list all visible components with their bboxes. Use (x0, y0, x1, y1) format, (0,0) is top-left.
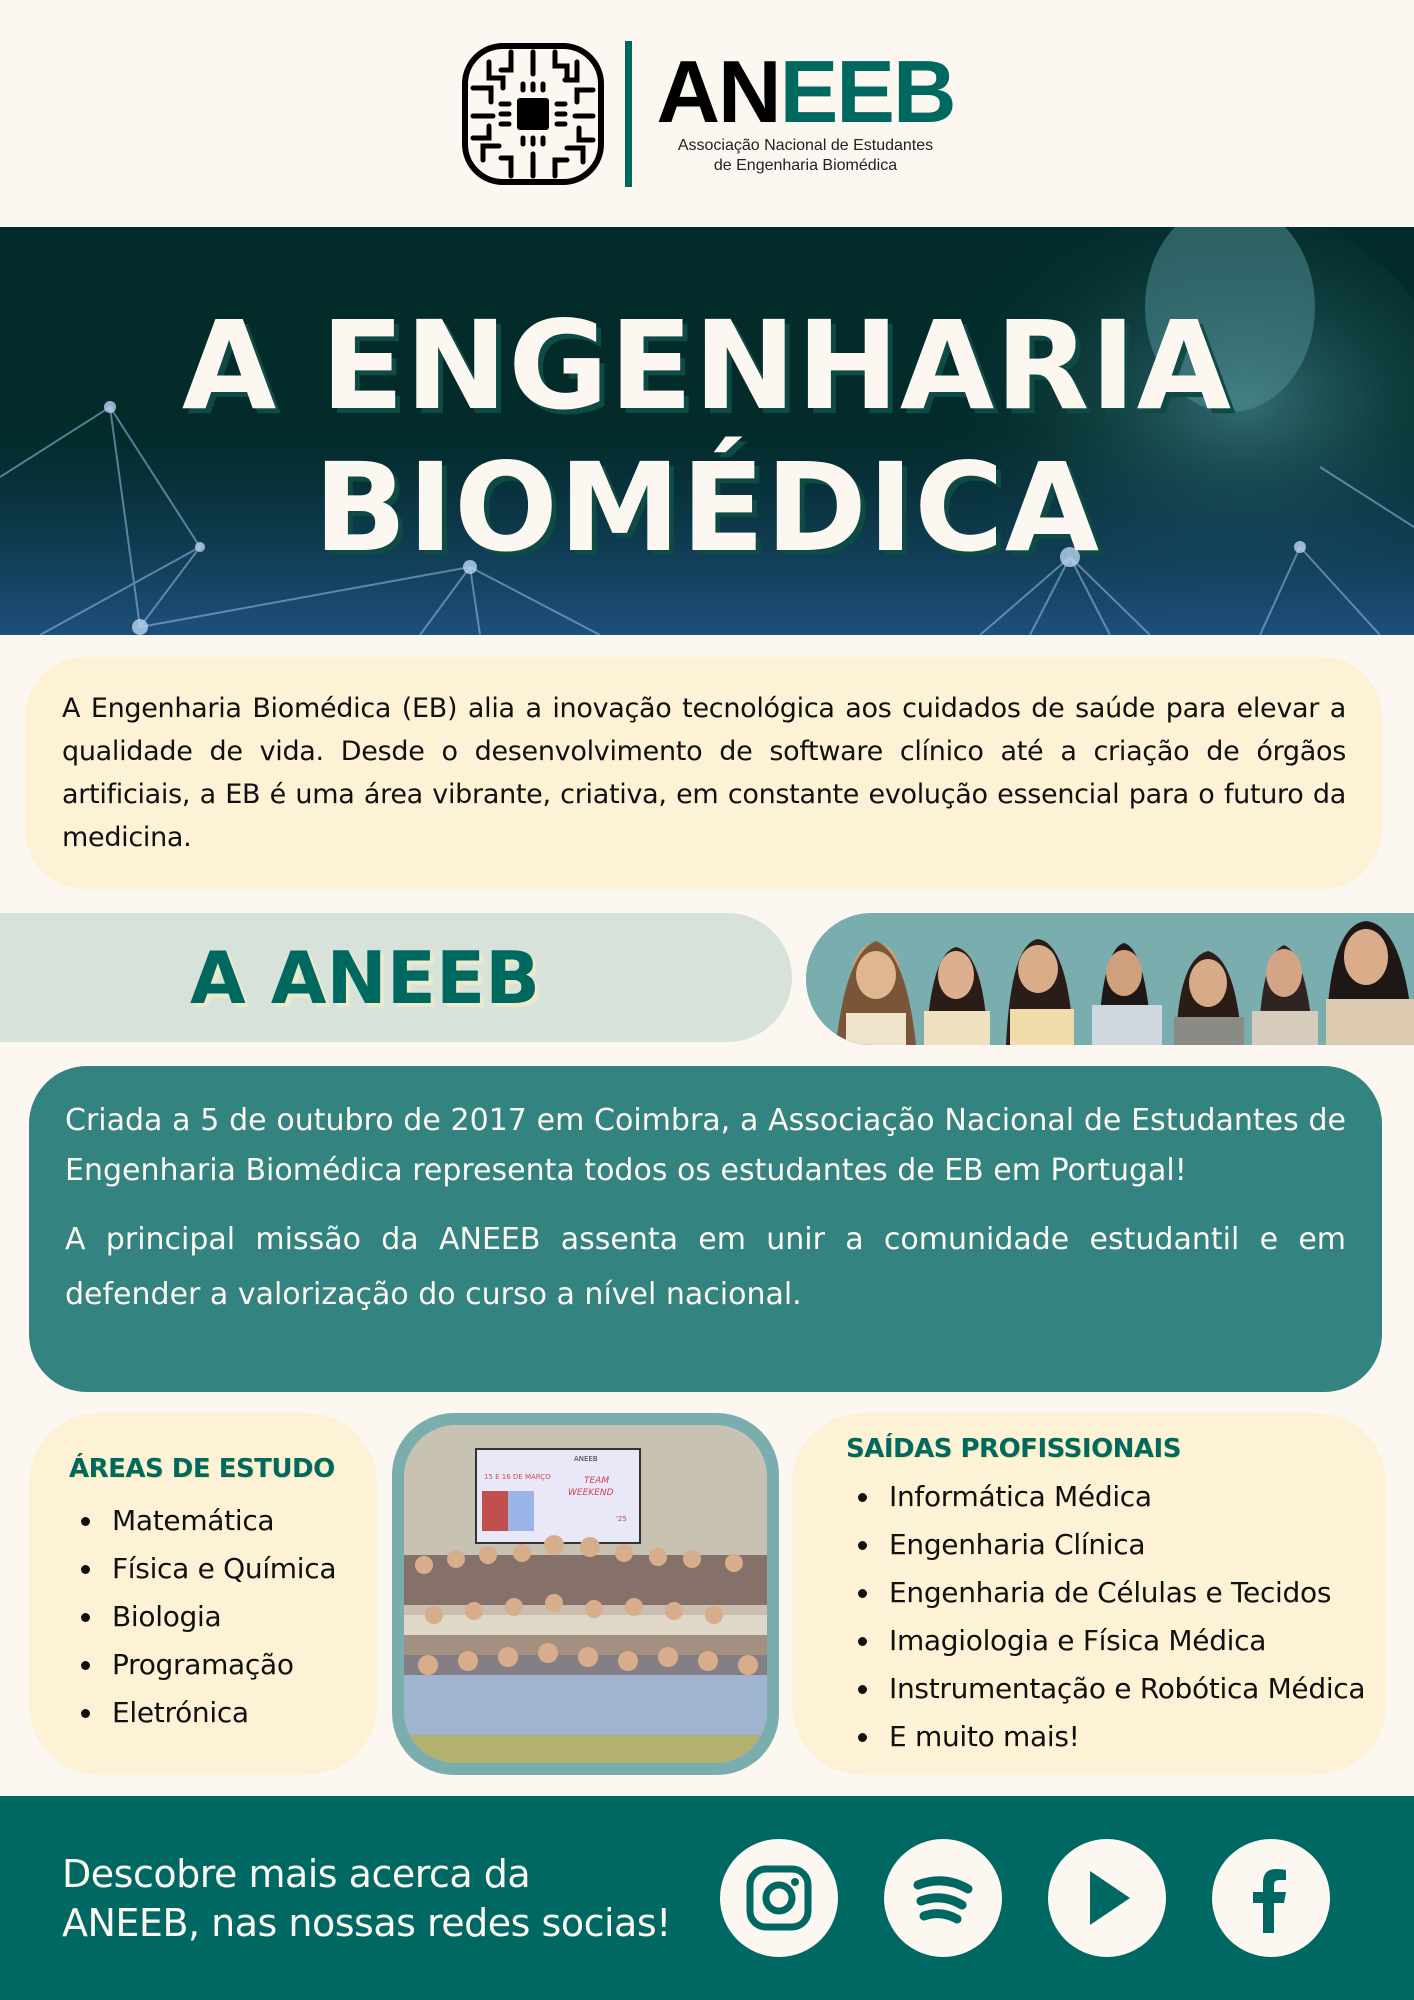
bullet-icon (858, 1541, 867, 1550)
logo-subtitle: Associação Nacional de Estudantes de Engenharia Biomédica (677, 136, 934, 174)
instagram-icon (744, 1863, 814, 1933)
list-item: Biologia (69, 1593, 377, 1641)
circuit-brain-icon (459, 40, 607, 188)
list-item: Engenharia de Células e Tecidos (846, 1569, 1386, 1617)
list-item: Física e Química (69, 1545, 377, 1593)
logo-divider (625, 41, 632, 187)
svg-text:TEAM: TEAM (584, 1476, 610, 1486)
aneeb-title: A ANEEB (190, 936, 541, 1020)
list-item: Programação (69, 1641, 377, 1689)
bullet-icon (858, 1637, 867, 1646)
bullet-icon (858, 1589, 867, 1598)
logo-title: ANEEB (656, 41, 955, 141)
instagram-button[interactable] (720, 1839, 838, 1957)
event-photo-frame (392, 1413, 779, 1775)
spotify-icon (908, 1863, 978, 1933)
study-areas-list (69, 1497, 377, 1737)
list-item: Informática Médica (846, 1473, 1386, 1521)
study-areas-card (29, 1413, 377, 1775)
social-links (720, 1839, 1330, 1957)
bullet-icon (858, 1493, 867, 1502)
bullet-icon (858, 1733, 867, 1742)
footer (0, 1796, 1414, 2000)
play-icon (1072, 1863, 1142, 1933)
intro-card (25, 657, 1382, 889)
svg-text:WEEKEND: WEEKEND (568, 1488, 614, 1498)
team-weekend-group-photo (404, 1425, 767, 1763)
career-paths-card (792, 1413, 1386, 1775)
list-item: Matemática (69, 1497, 377, 1545)
list-item: Engenharia Clínica (846, 1521, 1386, 1569)
svg-text:ANEEB: ANEEB (574, 1455, 598, 1463)
about-paragraph-founding: Criada a 5 de outubro de 2017 em Coimbra, a Associação Nacional de Estudantes de Engenharia Biomédica representa todos os estudantes de EB em Portugal! (65, 1103, 1346, 1188)
list-item: Imagiologia e Física Médica (846, 1617, 1386, 1665)
header (0, 0, 1414, 227)
bullet-icon (81, 1613, 90, 1622)
aneeb-logo (459, 40, 954, 188)
list-item: Eletrónica (69, 1689, 377, 1737)
aneeb-heading-band (0, 913, 792, 1042)
group-photo-image (404, 1425, 767, 1763)
career-paths-list (846, 1473, 1386, 1761)
study-areas-title: ÁREAS DE ESTUDO (69, 1454, 335, 1484)
intro-text: A Engenharia Biomédica (EB) alia a inovação tecnológica aos cuidados de saúde para elevar a qualidade de vida. Desde o desenvolvimento de software clínico até a criação de órgãos artificiais, a EB é uma área vibrante, criativa, em constante evolução essencial para o futuro da medicina. (62, 693, 1346, 853)
bullet-icon (81, 1517, 90, 1526)
hero-title: A ENGENHARIA BIOMÉDICA (181, 295, 1233, 579)
spotify-button[interactable] (884, 1839, 1002, 1957)
logo-wordmark (656, 41, 955, 176)
about-aneeb-card (29, 1066, 1382, 1392)
facebook-button[interactable] (1212, 1839, 1330, 1957)
bullet-icon (81, 1709, 90, 1718)
facebook-icon (1236, 1863, 1306, 1933)
list-item: Instrumentação e Robótica Médica (846, 1665, 1386, 1713)
career-paths-title: SAÍDAS PROFISSIONAIS (846, 1434, 1181, 1464)
bullet-icon (858, 1685, 867, 1694)
svg-text:'25: '25 (616, 1515, 627, 1523)
bullet-icon (81, 1565, 90, 1574)
bullet-icon (81, 1661, 90, 1670)
team-photo (806, 913, 1414, 1045)
footer-cta-text: Descobre mais acerca da ANEEB, nas nossas redes socias! (62, 1852, 671, 1945)
list-item: E muito mais! (846, 1713, 1386, 1761)
about-paragraph-mission: A principal missão da ANEEB assenta em unir a comunidade estudantil e em defender a valorização do curso a nível nacional. (65, 1222, 1346, 1312)
hero-banner (0, 227, 1414, 635)
svg-text:15 E 16 DE MARÇO: 15 E 16 DE MARÇO (484, 1473, 551, 1481)
team-members-image (806, 913, 1414, 1045)
youtube-button[interactable] (1048, 1839, 1166, 1957)
